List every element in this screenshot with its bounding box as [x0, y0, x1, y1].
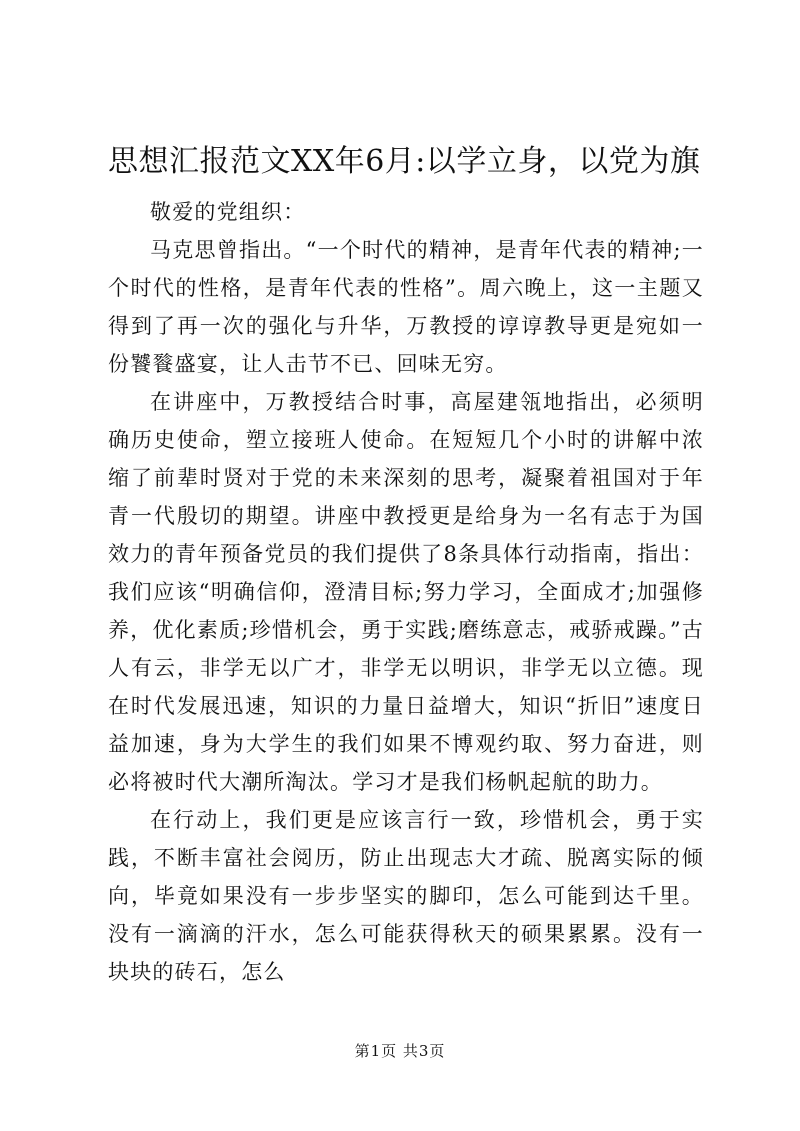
page-number: 第1页 共3页	[354, 1042, 446, 1060]
document-body	[108, 193, 704, 991]
salutation: 敬爱的党组织：	[150, 200, 306, 224]
body-paragraph-3: 在行动上，我们更是应该言行一致，珍惜机会，勇于实践，不断丰富社会阅历，防止出现志大才疏、脱离实际的倾向，毕竟如果没有一步步坚实的脚印，怎么可能到达千里。没有一滴滴的汗水，怎么可能获得秋天的硕果累累。没有一块块的砖石，怎么	[108, 808, 704, 984]
document-title: 思想汇报范文XX年6月:以学立身，以党为旗	[108, 144, 701, 179]
body-paragraph-2: 在讲座中，万教授结合时事，高屋建瓴地指出，必须明确历史使命，塑立接班人使命。在短短几个小时的讲解中浓缩了前辈时贤对于党的未来深刻的思考，凝聚着祖国对于年青一代殷切的期望。讲座中教授更是给身为一名有志于为国效力的青年预备党员的我们提供了8条具体行动指南，指出：我们应该“明确信仰，澄清目标;努力学习，全面成才;加强修养，优化素质;珍惜机会，勇于实践;磨练意志，戒骄戒躁。”古人有云，非学无以广才，非学无以明识，非学无以立德。现在时代发展迅速，知识的力量日益增大，知识“折旧”速度日益加速，身为大学生的我们如果不博观约取、努力奋进，则必将被时代大潮所淘汰。学习才是我们杨帆起航的助力。	[108, 390, 704, 794]
body-paragraph-1: 马克思曾指出。“一个时代的精神，是青年代表的精神;一个时代的性格，是青年代表的性格”。周六晚上，这一主题又得到了再一次的强化与升华，万教授的谆谆教导更是宛如一份饕餮盛宴，让人击节不已、回味无穷。	[108, 238, 704, 376]
